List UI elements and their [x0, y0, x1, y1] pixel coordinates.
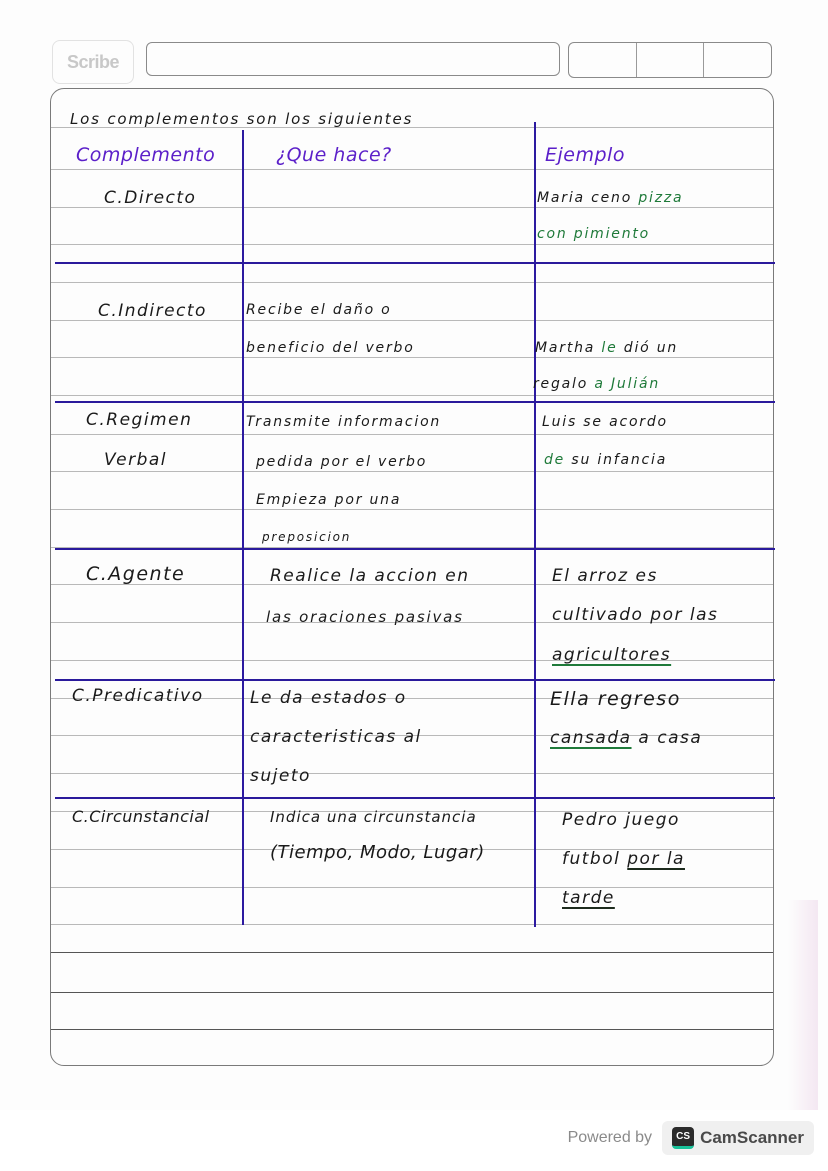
ruled-line	[51, 169, 773, 170]
row-ejemplo-line: El arroz es	[552, 566, 658, 586]
intro-text: Los complementos son los siguientes	[70, 110, 414, 128]
ruled-line	[51, 887, 773, 888]
camscanner-brand-text: CamScanner	[700, 1128, 804, 1147]
notebook-date-field	[568, 42, 772, 78]
row-que-hace-line: sujeto	[250, 766, 311, 786]
row-que-hace-line: beneficio del verbo	[246, 340, 415, 356]
ruled-line	[51, 244, 773, 245]
table-row-divider	[55, 401, 775, 403]
ruled-line	[51, 434, 773, 435]
row-ejemplo-line: Ella regreso	[550, 688, 681, 710]
ruled-line	[51, 357, 773, 358]
scan-smudge	[788, 900, 818, 1110]
ruled-line	[51, 282, 773, 283]
table-row-divider	[55, 797, 775, 799]
row-ejemplo-line: agricultores	[552, 645, 672, 665]
row-ejemplo-line: Maria ceno pizza	[537, 190, 684, 206]
camscanner-watermark	[568, 1121, 814, 1155]
powered-by-text: Powered by	[567, 1129, 653, 1146]
row-ejemplo-line: tarde	[562, 888, 615, 908]
date-year-box	[704, 43, 771, 77]
row-que-hace-line: las oraciones pasivas	[266, 608, 464, 626]
row-ejemplo-line: de su infancia	[544, 452, 668, 468]
ruled-line	[51, 509, 773, 510]
row-complemento: C.Circunstancial	[72, 807, 210, 826]
row-complemento: C.Directo	[104, 188, 197, 208]
row-ejemplo-line: regalo a Julián	[533, 376, 661, 392]
row-que-hace-line: Realice la accion en	[270, 566, 470, 586]
ruled-line	[51, 952, 773, 953]
row-que-hace-line: Transmite informacion	[246, 414, 442, 430]
ruled-line	[51, 471, 773, 472]
camscanner-logo-icon: CS	[672, 1127, 694, 1149]
row-ejemplo-line: futbol por la	[562, 849, 685, 869]
row-ejemplo-line: Pedro juego	[562, 810, 680, 830]
ruled-line	[51, 773, 773, 774]
row-complemento: C.Agente	[86, 563, 186, 585]
camscanner-badge	[662, 1121, 814, 1155]
row-ejemplo-line: con pimiento	[537, 226, 651, 242]
date-month-box	[637, 43, 705, 77]
row-que-hace-line: Empieza por una	[256, 492, 402, 508]
row-que-hace-line: preposicion	[262, 530, 352, 544]
row-que-hace-line: Le da estados o	[250, 688, 407, 708]
row-ejemplo-line: Martha le dió un	[535, 340, 679, 356]
table-row-divider	[55, 262, 775, 264]
ruled-line	[51, 924, 773, 925]
row-que-hace-line: (Tiempo, Modo, Lugar)	[270, 842, 485, 863]
row-complemento: Verbal	[104, 450, 168, 470]
ruled-line	[51, 992, 773, 993]
row-complemento: C.Regimen	[86, 410, 193, 430]
row-complemento: C.Indirecto	[98, 301, 207, 321]
table-column-divider	[242, 130, 244, 925]
header-ejemplo: Ejemplo	[545, 144, 625, 166]
table-row-divider	[55, 548, 775, 550]
row-que-hace-line: pedida por el verbo	[256, 454, 428, 470]
row-que-hace-line: Recibe el daño o	[246, 302, 392, 318]
row-ejemplo-line: cansada a casa	[550, 728, 703, 748]
date-day-box	[569, 43, 637, 77]
notebook-brand-logo: Scribe	[52, 40, 134, 84]
row-complemento: C.Predicativo	[72, 686, 204, 706]
notebook-title-field	[146, 42, 560, 76]
row-ejemplo-line: cultivado por las	[552, 605, 719, 625]
row-que-hace-line: caracteristicas al	[250, 727, 422, 747]
table-column-divider	[534, 122, 536, 927]
header-que-hace: ¿Que hace?	[276, 144, 392, 166]
ruled-line	[51, 395, 773, 396]
row-que-hace-line: Indica una circunstancia	[270, 808, 477, 826]
table-row-divider	[55, 679, 775, 681]
row-ejemplo-line: Luis se acordo	[542, 414, 668, 430]
header-complemento: Complemento	[76, 144, 216, 166]
ruled-line	[51, 1029, 773, 1030]
